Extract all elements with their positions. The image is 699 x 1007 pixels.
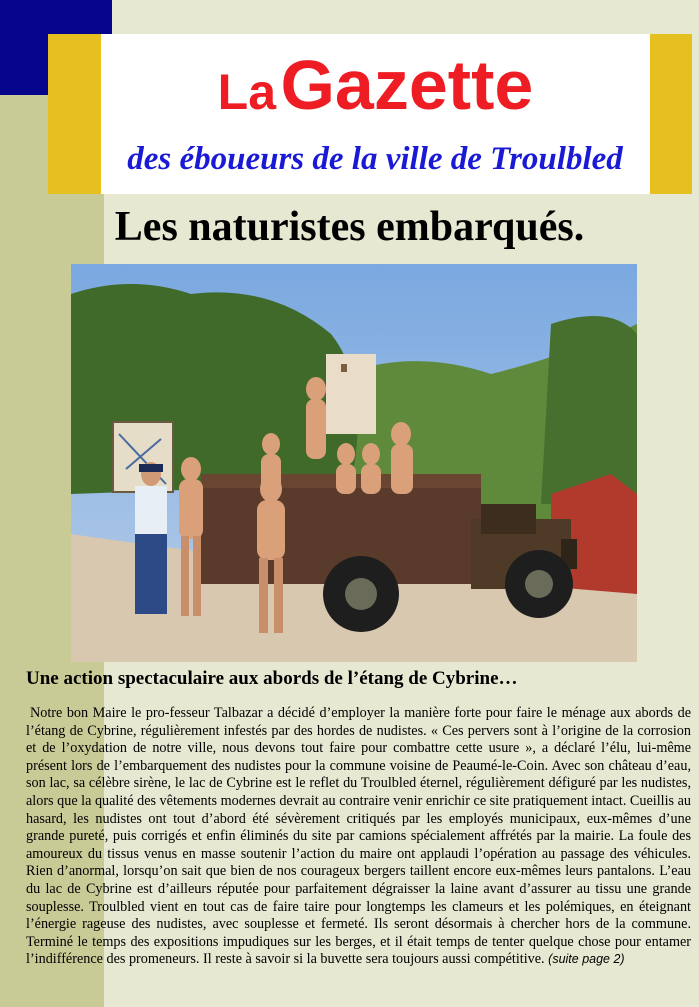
continued-link[interactable]: (suite page 2) [548,952,625,967]
masthead-title-main: Gazette [280,46,534,124]
masthead-title [101,46,650,124]
article-photo [71,264,637,662]
article-subheading: Une action spectaculaire aux abords de l’étang de Cybrine… [26,668,518,689]
masthead-subtitle: des éboueurs de la ville de Troulbled [127,141,623,177]
masthead-title-prefix: La [217,64,277,120]
article-body-text: Notre bon Maire le pro-fesseur Talbazar a décidé d’employer la manière forte pour faire le ménage aux abords de l’étang de Cybrine, régulièrement infestés par des hordes de nudistes. « Ces pervers sont à l’origine de la corrosion et de l’oxydation de notre ville, nous devons tout faire pour combattre cette usure », a déclaré l’élu, lui-même présent lors de l’embarquement des nudistes pour la commune voisine de Peaumé-le-Coin. Avec son château d’eau, son lac, sa célèbre sirène, le lac de Cybrine est le reflet du Troulbled éternel, régulièrement défiguré par les nudistes, alors que la qualité des vêtements modernes devrait au contraire venir enrichir ce site pratiquement intact. Cueillis au hasard, les nudistes ont tout d’abord été sévèrement critiqués par les employés municipaux, eux-mêmes d’une grande pureté, puis corrigés et enfin éliminés du site par camions spécialement affrétés par la mairie. La foule des amoureux du tissus venus en masse soutenir l’action du maire ont applaudi l’opération au passage des véhicules. Rien d’anormal, lorsqu’on sait que bien de nos courageux bergers taillent encore eux-mêmes leurs pantalons. L’eau du lac de Cybrine est d’ailleurs réputée pour parfaitement dégraisser la laine avant d’assurer au tissu une grande souplesse. Troulbled vient en tout cas de faire taire pour longtemps les clameurs et les polémiques, en éteignant l’énergie rageuse des nudistes, avec souplesse et fermeté. Ils seront désormais à chercher hors de la commune. Terminé le temps des expositions impudiques sur les berges, et il était temps de tenter quelque chose pour entamer l’indifférence des promeneurs. Il reste à savoir si la buvette sera toujours aussi compétitive. [26,705,691,968]
article-headline: Les naturistes embarqués. [114,204,585,250]
article-body [26,705,691,969]
